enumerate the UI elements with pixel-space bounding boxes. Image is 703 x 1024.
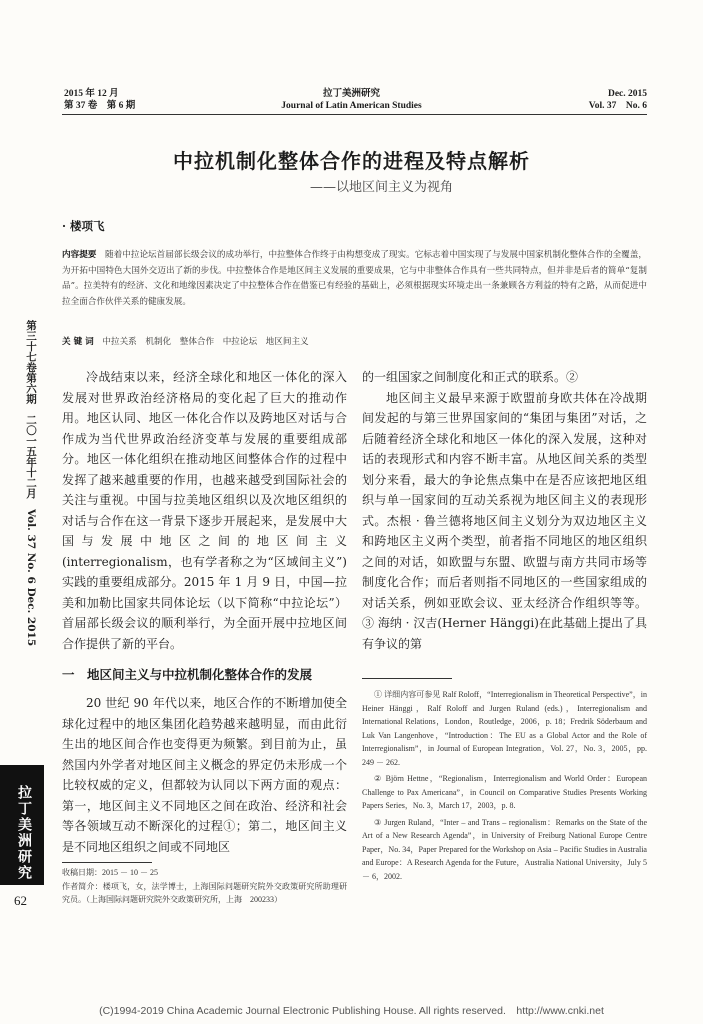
left-column-intro: [62, 367, 347, 654]
header-rule: [62, 114, 647, 115]
spine-text: 第三十七卷第六期 二〇一五年十二月 Vol. 37 No. 6 Dec. 2015: [25, 319, 37, 647]
received-date: 收稿日期：2015 － 10 － 25: [62, 868, 158, 877]
footnotes: [362, 688, 647, 886]
right-footnote-rule: [362, 678, 452, 679]
header-journal-cn: 拉丁美洲研究: [322, 89, 380, 99]
right-paragraph-continued: 的一组国家之间制度化和正式的联系。②: [362, 370, 579, 384]
journal-tab: [0, 765, 44, 885]
right-column: [362, 367, 647, 654]
left-column-section: [62, 693, 347, 857]
article-subtitle: ——以地区间主义为视角: [309, 180, 453, 195]
header-date: 2015 年 12 月: [64, 89, 119, 99]
abstract-text: 随着中拉论坛首届部长级会议的成功举行，中拉整体合作终于由构想变成了现实。它标志着中国实现了与发展中国家机制化整体合作的全覆盖，为开拓中国特色大国外交迈出了新的步伐。中拉整体合作是地区间主义发展的重要成果，它与中非整体合作具有一些共同特点，但并非是后者的简单“复制品”。拉美特有的经济、文化和地缘因素决定了中拉整体合作在借鉴已有经验的基础上，必须根据现实环境走出一条兼顾各方利益的特有之路，从而促进中拉全面合作伙伴关系的健康发展。: [62, 250, 647, 307]
abstract-label: 内容提要: [62, 250, 97, 260]
intro-paragraph: 冷战结束以来，经济全球化和地区一体化的深入发展对世界政治经济格局的变化起了巨大的推动作用。地区认同、地区一体化合作以及跨地区对话与合作成为当代世界政治经济变革与发展的重要组成部分。地区一体化组织在推动地区间整体合作的过程中发挥了越来越重要的作用，也越来越受到国际社会的关注与重视。中国与拉美地区组织以及次地区组织的对话与合作在这一背景下逐步开展起来，是发展中大国与发展中地区之间的地区间主义(interregionalism，也有学者称之为“区域间主义”)实践的重要组成部分。2015 年 1 月 9 日，中国—拉美和加勒比国家共同体论坛（以下简称“中拉论坛”）首届部长级会议的顺利举行，为全面开展中拉地区间合作提供了新的平台。: [62, 370, 347, 651]
author-bio: 作者简介：楼项飞，女，法学博士，上海国际问题研究院外交政策研究所助理研究员。（上海国际问题研究院外交政策研究所，上海 200233）: [62, 881, 347, 904]
right-paragraph: 地区间主义最早来源于欧盟前身欧共体在冷战期间发起的与第三世界国家间的“集团与集团”对话，之后随着经济全球化和地区一体化的深入发展，这种对话的表现形式和内容不断丰富。从地区间关系的类型划分来看，最大的争论焦点集中在是否应该把地区组织与单一国家间的互动关系视为地区间主义的表现形式。杰根 · 鲁兰德将地区间主义划分为双边地区主义和跨地区主义两个类型，前者指不同地区的地区组织之间的对话，如欧盟与东盟、欧盟与南方共同市场等制度化合作；而后者则指不同地区的一些国家组成的对话关系，例如亚欧会议、亚太经济合作组织等等。③ 海纳 · 汉吉(Herner Hänggi)在此基础上提出了具有争议的第: [362, 390, 647, 651]
article-title: 中拉机制化整体合作的进程及特点解析: [173, 149, 530, 173]
footnote-3: ③ Jurgen Ruland，“Inter – and Trans – regionalism：Remarks on the State of the Art of a New Research Agenda”，in University of Freiburg National Europe Centre Paper，No. 34，Paper Prepared for the Workshop on Asia – Pacific Studies in Australia and Europe：A Research Agenda for the Future，Australia National University，July 5 － 6，2002.: [362, 817, 647, 881]
section-heading: 一 地区间主义与中拉机制化整体合作的发展: [62, 667, 313, 682]
page-number: 62: [14, 893, 27, 908]
section-paragraph: 20 世纪 90 年代以来，地区合作的不断增加使全球化过程中的地区集团化趋势越来越明显，而由此衍生出的地区间合作也变得更为频繁。到目前为止，虽然国内外学者对地区间主义概念的界定仍未形成一个比较权威的定义，但都较为认同以下两方面的观点：第一，地区间主义不同地区之间在政治、经济和社会等各领域互动不断深化的过程①；第二，地区间主义是不同地区组织之间或不同地区: [62, 696, 347, 854]
header-journal-en: Journal of Latin American Studies: [281, 101, 422, 111]
header-volume-right: Vol. 37 No. 6: [588, 101, 647, 111]
header-date-en: [589, 88, 647, 112]
abstract: [62, 248, 647, 310]
footnote-1: ① 详细内容可参见 Ralf Roloff，“Interregionalism in Theoretical Perspective”，in Heiner Hänggi，Ralf Roloff and Jurgen Ruland (eds.)，Interregionalism and International Relations，London，Routledge，2006，p. 18；Fredrik Söderbaum and Luk Van Langenhove，“Introduction：The EU as a Global Actor and the Role of Interregionalism”，in Journal of European Integration，Vol. 27，No. 3，2005，pp. 249 － 262.: [362, 690, 647, 767]
author: · 楼项飞: [62, 219, 105, 233]
header-volume: 第 37 卷 第 6 期: [64, 101, 136, 111]
keywords-text: 中拉关系 机制化 整体合作 中拉论坛 地区间主义: [102, 337, 309, 347]
left-footnote-rule: [62, 862, 152, 863]
footnote-2: ② Björn Hettne，“Regionalism，Interregionalism and World Order：European Challenge to Pax Americana”，in Council on Comparative Studies Presents Working Papers Series，No. 3，March 17，2003，p. 8.: [362, 774, 647, 810]
article-info: [62, 866, 347, 907]
journal-tab-label: 拉丁美洲研究: [16, 785, 32, 881]
copyright-footer: (C)1994-2019 China Academic Journal Electronic Publishing House. All rights reserved. http://www.cnki.net: [99, 1005, 604, 1017]
keywords: [62, 335, 309, 347]
header-date-right: Dec. 2015: [607, 89, 647, 99]
keywords-label: 关 键 词: [62, 337, 94, 347]
